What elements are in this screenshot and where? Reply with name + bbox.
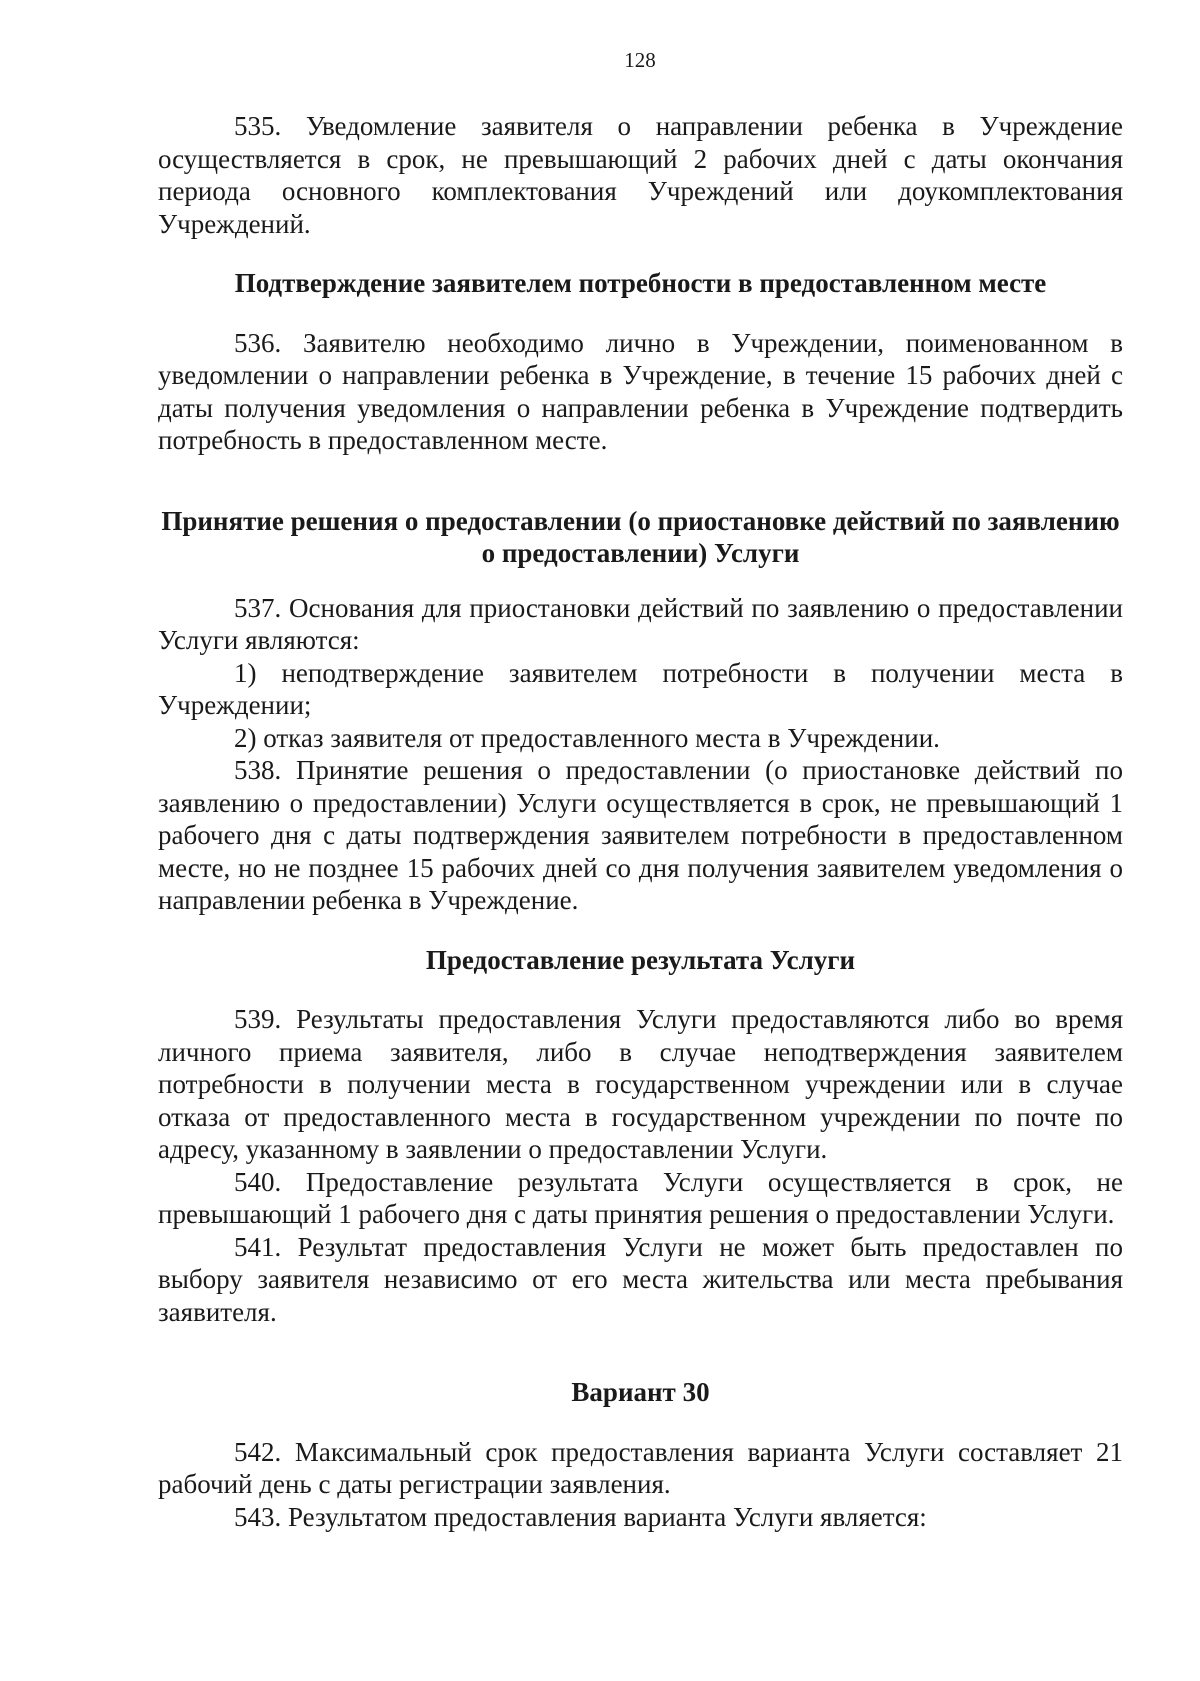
paragraph-537: 537. Основания для приостановки действий по заявлению о предоставлении Услуги являются: (158, 592, 1123, 655)
document-body (158, 110, 1123, 1533)
section-heading-variant-30: Вариант 30 (571, 1377, 710, 1407)
paragraph-535: 535. Уведомление заявителя о направлении ребенка в Учреждение осуществляется в срок, не превышающий 2 рабочих дней с даты окончания периода основного комплектования Учреждений или доукомплектования Учреждений. (158, 111, 1123, 239)
paragraph-536: 536. Заявителю необходимо лично в Учреждении, поименованном в уведомлении о направлении ребенка в Учреждение, в течение 15 рабочих дней с даты получения уведомления о направлении ребенка в Учреждение подтвердить потребность в предоставленном месте. (158, 327, 1123, 455)
list-item-1: 1) неподтверждение заявителем потребности в получении места в Учреждении; (158, 657, 1123, 720)
paragraph-538: 538. Принятие решения о предоставлении (о приостановке действий по заявлению о предоставлении) Услуги осуществляется в срок, не превышающий 1 рабочего дня с даты подтверждения заявителем потребности в предоставленном месте, но не позднее 15 рабочих дней со дня получения заявителем уведомления о направлении ребенка в Учреждение. (158, 755, 1123, 915)
paragraph-539: 539. Результаты предоставления Услуги предоставляются либо во время личного приема заявителя, либо в случае неподтверждения заявителем потребности в получении места в государственном учреждении или в случае отказа от предоставленного места в государственном учреждении по почте по адресу, указанному в заявлении о предоставлении Услуги. (158, 1004, 1123, 1164)
section-heading-result: Предоставление результата Услуги (425, 944, 856, 975)
section-heading-decision: Принятие решения о предоставлении (о приостановке действий по заявлению о предоставлении) Услуги (161, 505, 1120, 568)
paragraph-543: 543. Результатом предоставления варианта Услуги является: (234, 1501, 927, 1532)
paragraph-541: 541. Результат предоставления Услуги не может быть предоставлен по выбору заявителя независимо от его места жительства или места пребывания заявителя. (158, 1231, 1123, 1327)
list-item-2: 2) отказ заявителя от предоставленного места в Учреждении. (234, 722, 940, 753)
paragraph-542: 542. Максимальный срок предоставления варианта Услуги составляет 21 рабочий день с даты регистрации заявления. (158, 1436, 1123, 1499)
paragraph-540: 540. Предоставление результата Услуги осуществляется в срок, не превышающий 1 рабочего дня с даты принятия решения о предоставлении Услуги. (158, 1166, 1123, 1229)
section-heading-confirmation: Подтверждение заявителем потребности в предоставленном месте (234, 268, 1047, 298)
page-number: 128 (624, 48, 656, 72)
